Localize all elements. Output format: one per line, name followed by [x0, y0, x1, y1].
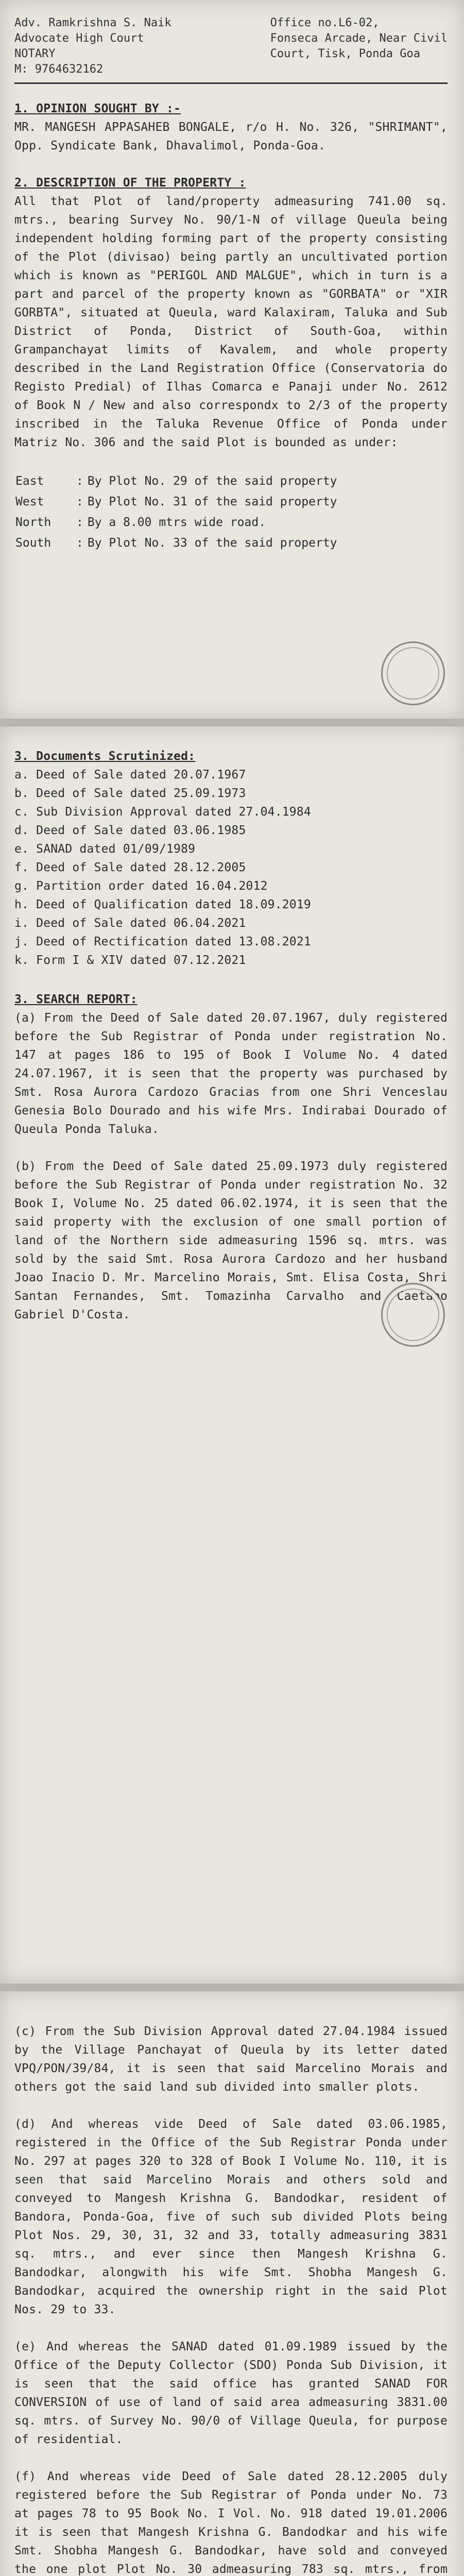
document-item: i. Deed of Sale dated 06.04.2021	[14, 917, 246, 930]
page-2	[0, 726, 464, 1984]
boundary-row: North : By a 8.00 mtrs wide road.	[15, 516, 266, 529]
advocate-name: Adv. Ramkrishna S. Naik	[14, 16, 171, 29]
office-line-3: Court, Tisk, Ponda Goa	[270, 47, 421, 60]
document-item: g. Partition order dated 16.04.2012	[14, 879, 268, 893]
document-item: h. Deed of Qualification dated 18.09.2019	[14, 898, 311, 911]
document-item: j. Deed of Rectification dated 13.08.2021	[14, 935, 311, 948]
letterhead	[14, 15, 448, 77]
documents-list	[14, 766, 448, 970]
advocate-title: Advocate High Court	[14, 32, 144, 45]
boundaries-table	[14, 470, 341, 554]
search-para-b: (b) From the Deed of Sale dated 25.09.1973 duly registered before the Sub Registrar of Ponda under registration No. 32 Book I, Volume No. 25 dated 06.02.1974, it is seen that the said property with the exclusion of one small portion of land of the Northern side admeasuring 1596 sq. mtrs. was sold by the said Smt. Rosa Aurora Cardozo and her husband Joao Inacio D. Mr. Marcelino Morais, Smt. Elisa Costa, Shri Santan Fernandes, Smt. Tomazinha Carvalho and Caetano Gabriel D'Costa.	[14, 1160, 448, 1321]
office-line-2: Fonseca Arcade, Near Civil	[270, 32, 448, 45]
section-1-heading: 1. OPINION SOUGHT BY :-	[14, 102, 181, 115]
search-para-f: (f) And whereas vide Deed of Sale dated 28.12.2005 duly registered before the Sub Registrar of Ponda under No. 73 at pages 78 to 95 Book No. I Vol. No. 918 dated 19.01.2006 it is seen that Mangesh Krishna G. Bandodkar and his wife Smt. Shobha Mangesh G. Bandodkar, have sold and conveyed the one plot Plot No. 30 admeasuring 783 sq. mtrs., from	[14, 2470, 448, 2576]
document-item: a. Deed of Sale dated 20.07.1967	[14, 768, 246, 782]
search-para-c: (c) From the Sub Division Approval dated 27.04.1984 issued by the Village Panchayat of Queula by its letter dated VPQ/PON/39/84, it is seen that said Marcelino Morais and others got the said land sub divided into smaller plots.	[14, 2025, 448, 2094]
office-line-1: Office no.L6-02,	[270, 16, 380, 29]
page-1	[0, 0, 464, 719]
document-item: f. Deed of Sale dated 28.12.2005	[14, 861, 246, 874]
boundary-row: South : By Plot No. 33 of the said property	[15, 536, 337, 550]
boundary-row: West : By Plot No. 31 of the said property	[15, 495, 337, 509]
search-para-a: (a) From the Deed of Sale dated 20.07.1967, duly registered before the Sub Registrar of Ponda under registration No. 147 at pages 186 to 195 of Book I Volume No. 4 dated 24.07.1967, it is seen that the property was purchased by Smt. Rosa Aurora Cardozo Gracias from one Shri Venceslau Genesia Bolo Dourado and his wife Mrs. Indirabai Dourado of Queula Ponda Taluka.	[14, 1011, 448, 1136]
opinion-seeker: MR. MANGESH APPASAHEB BONGALE, r/o H. No. 326, "SHRIMANT", Opp. Syndicate Bank, Dhavalimol, Ponda-Goa.	[14, 121, 448, 152]
search-para-e: (e) And whereas the SANAD dated 01.09.1989 issued by the Office of the Deputy Collector (SDO) Ponda Sub Division, it is seen that the said office has granted SANAD FOR CONVERSION of use of land of said area admeasuring 3831.00 sq. mtrs. of Survey No. 90/0 of Village Queula, for purpose of residential.	[14, 2340, 448, 2446]
section-2-heading: 2. DESCRIPTION OF THE PROPERTY :	[14, 176, 246, 190]
section-3-heading: 3. Documents Scrutinized:	[14, 750, 196, 763]
document-item: e. SANAD dated 01/09/1989	[14, 842, 196, 856]
boundary-row: East : By Plot No. 29 of the said property	[15, 474, 337, 488]
document-item: b. Deed of Sale dated 25.09.1973	[14, 787, 246, 800]
document-item: c. Sub Division Approval dated 27.04.1984	[14, 805, 311, 819]
property-description: All that Plot of land/property admeasuring 741.00 sq. mtrs., bearing Survey No. 90/1-N of village Queula being independent holding forming part of the property consisting of the Plot (divisao) being partly an uncultivated portion which is known as "PERIGOL AND MALGUE", which in turn is a part and parcel of the property known as "GORBATA" or "XIR GORBTA", situated at Queula, ward Kalaxiram, Taluka and Sub District of Ponda, District of South-Goa, within Grampanchayat limits of Kavalem, and whole property described in the Land Registration Office (Conservatoria do Registo Predial) of Ilhas Comarca e Panaji under No. 2612 of Book N / New and also correspondx to 2/3 of the property inscribed in the Taluka Revenue Office of Ponda under Matriz No. 306 and the said Plot is bounded as under:	[14, 195, 448, 449]
notary-label: NOTARY	[14, 47, 56, 60]
section-search-heading: 3. SEARCH REPORT:	[14, 993, 138, 1006]
document-item: d. Deed of Sale dated 03.06.1985	[14, 824, 246, 837]
mobile-number: M: 9764632162	[14, 63, 104, 76]
page-3	[0, 1991, 464, 2576]
header-divider	[14, 82, 448, 84]
search-para-d: (d) And whereas vide Deed of Sale dated 03.06.1985, registered in the Office of the Sub Registrar Ponda under No. 297 at pages 320 to 328 of Book I Volume No. 110, it is seen that said Marcelino Morais and others sold and conveyed to Mangesh Krishna G. Bandodkar, resident of Bandora, Ponda-Goa, five of such sub divided Plots being Plot Nos. 29, 30, 31, 32 and 33, totally admeasuring 3831 sq. mtrs., and ever since then Mangesh Krishna G. Bandodkar, alongwith his wife Smt. Shobha Mangesh G. Bandodkar, acquired the ownership right in the said Plot Nos. 29 to 33.	[14, 2117, 448, 2316]
document-item: k. Form I & XIV dated 07.12.2021	[14, 954, 246, 967]
